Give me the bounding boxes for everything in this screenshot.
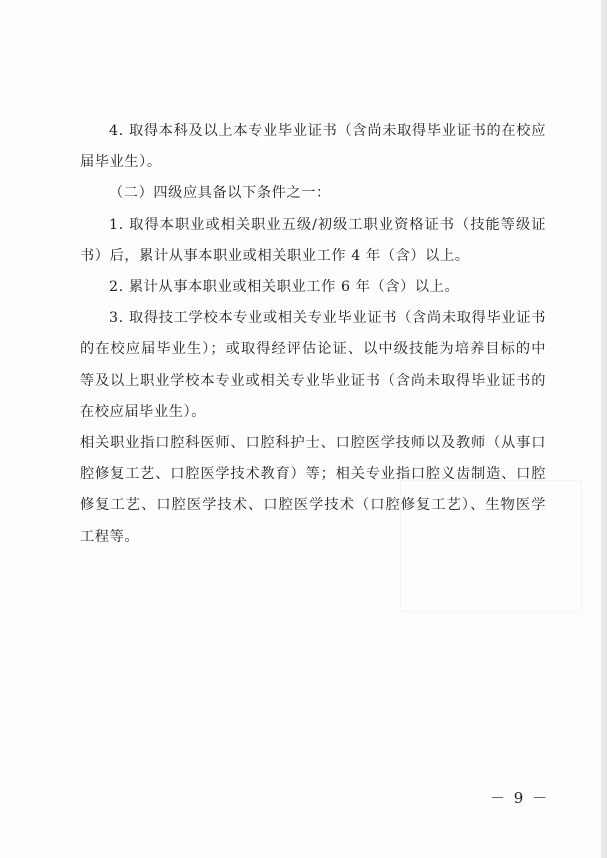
paragraph-item-1: 1. 取得本职业或相关职业五级/初级工职业资格证书（技能等级证书）后，累计从事本职业或相关职业工作 4 年（含）以上。 xyxy=(80,216,546,264)
document-body xyxy=(80,116,546,553)
paragraph-related-note: 相关职业指口腔科医师、口腔科护士、口腔医学技师以及教师（从事口腔修复工艺、口腔医学技术教育）等；相关专业指口腔义齿制造、口腔修复工艺、口腔医学技术、口腔医学技术（口腔修复工艺）、生物医学工程等。 xyxy=(80,435,546,545)
paragraph-item-2: 2. 累计从事本职业或相关职业工作 6 年（含）以上。 xyxy=(109,279,460,296)
paragraph-item-4: 4. 取得本科及以上本专业毕业证书（含尚未取得毕业证书的在校应届毕业生）。 xyxy=(80,123,546,171)
section-heading-level-4: （二）四级应具备以下条件之一： xyxy=(109,185,331,202)
page-number: － 9 － xyxy=(490,789,550,807)
paragraph-item-3: 3. 取得技工学校本专业或相关专业毕业证书（含尚未取得毕业证书的在校应届毕业生）；或取得经评估论证、以中级技能为培养目标的中等及以上职业学校本专业或相关专业毕业证书（含尚未取得毕业证书的在校应届毕业生）。 xyxy=(80,310,546,420)
